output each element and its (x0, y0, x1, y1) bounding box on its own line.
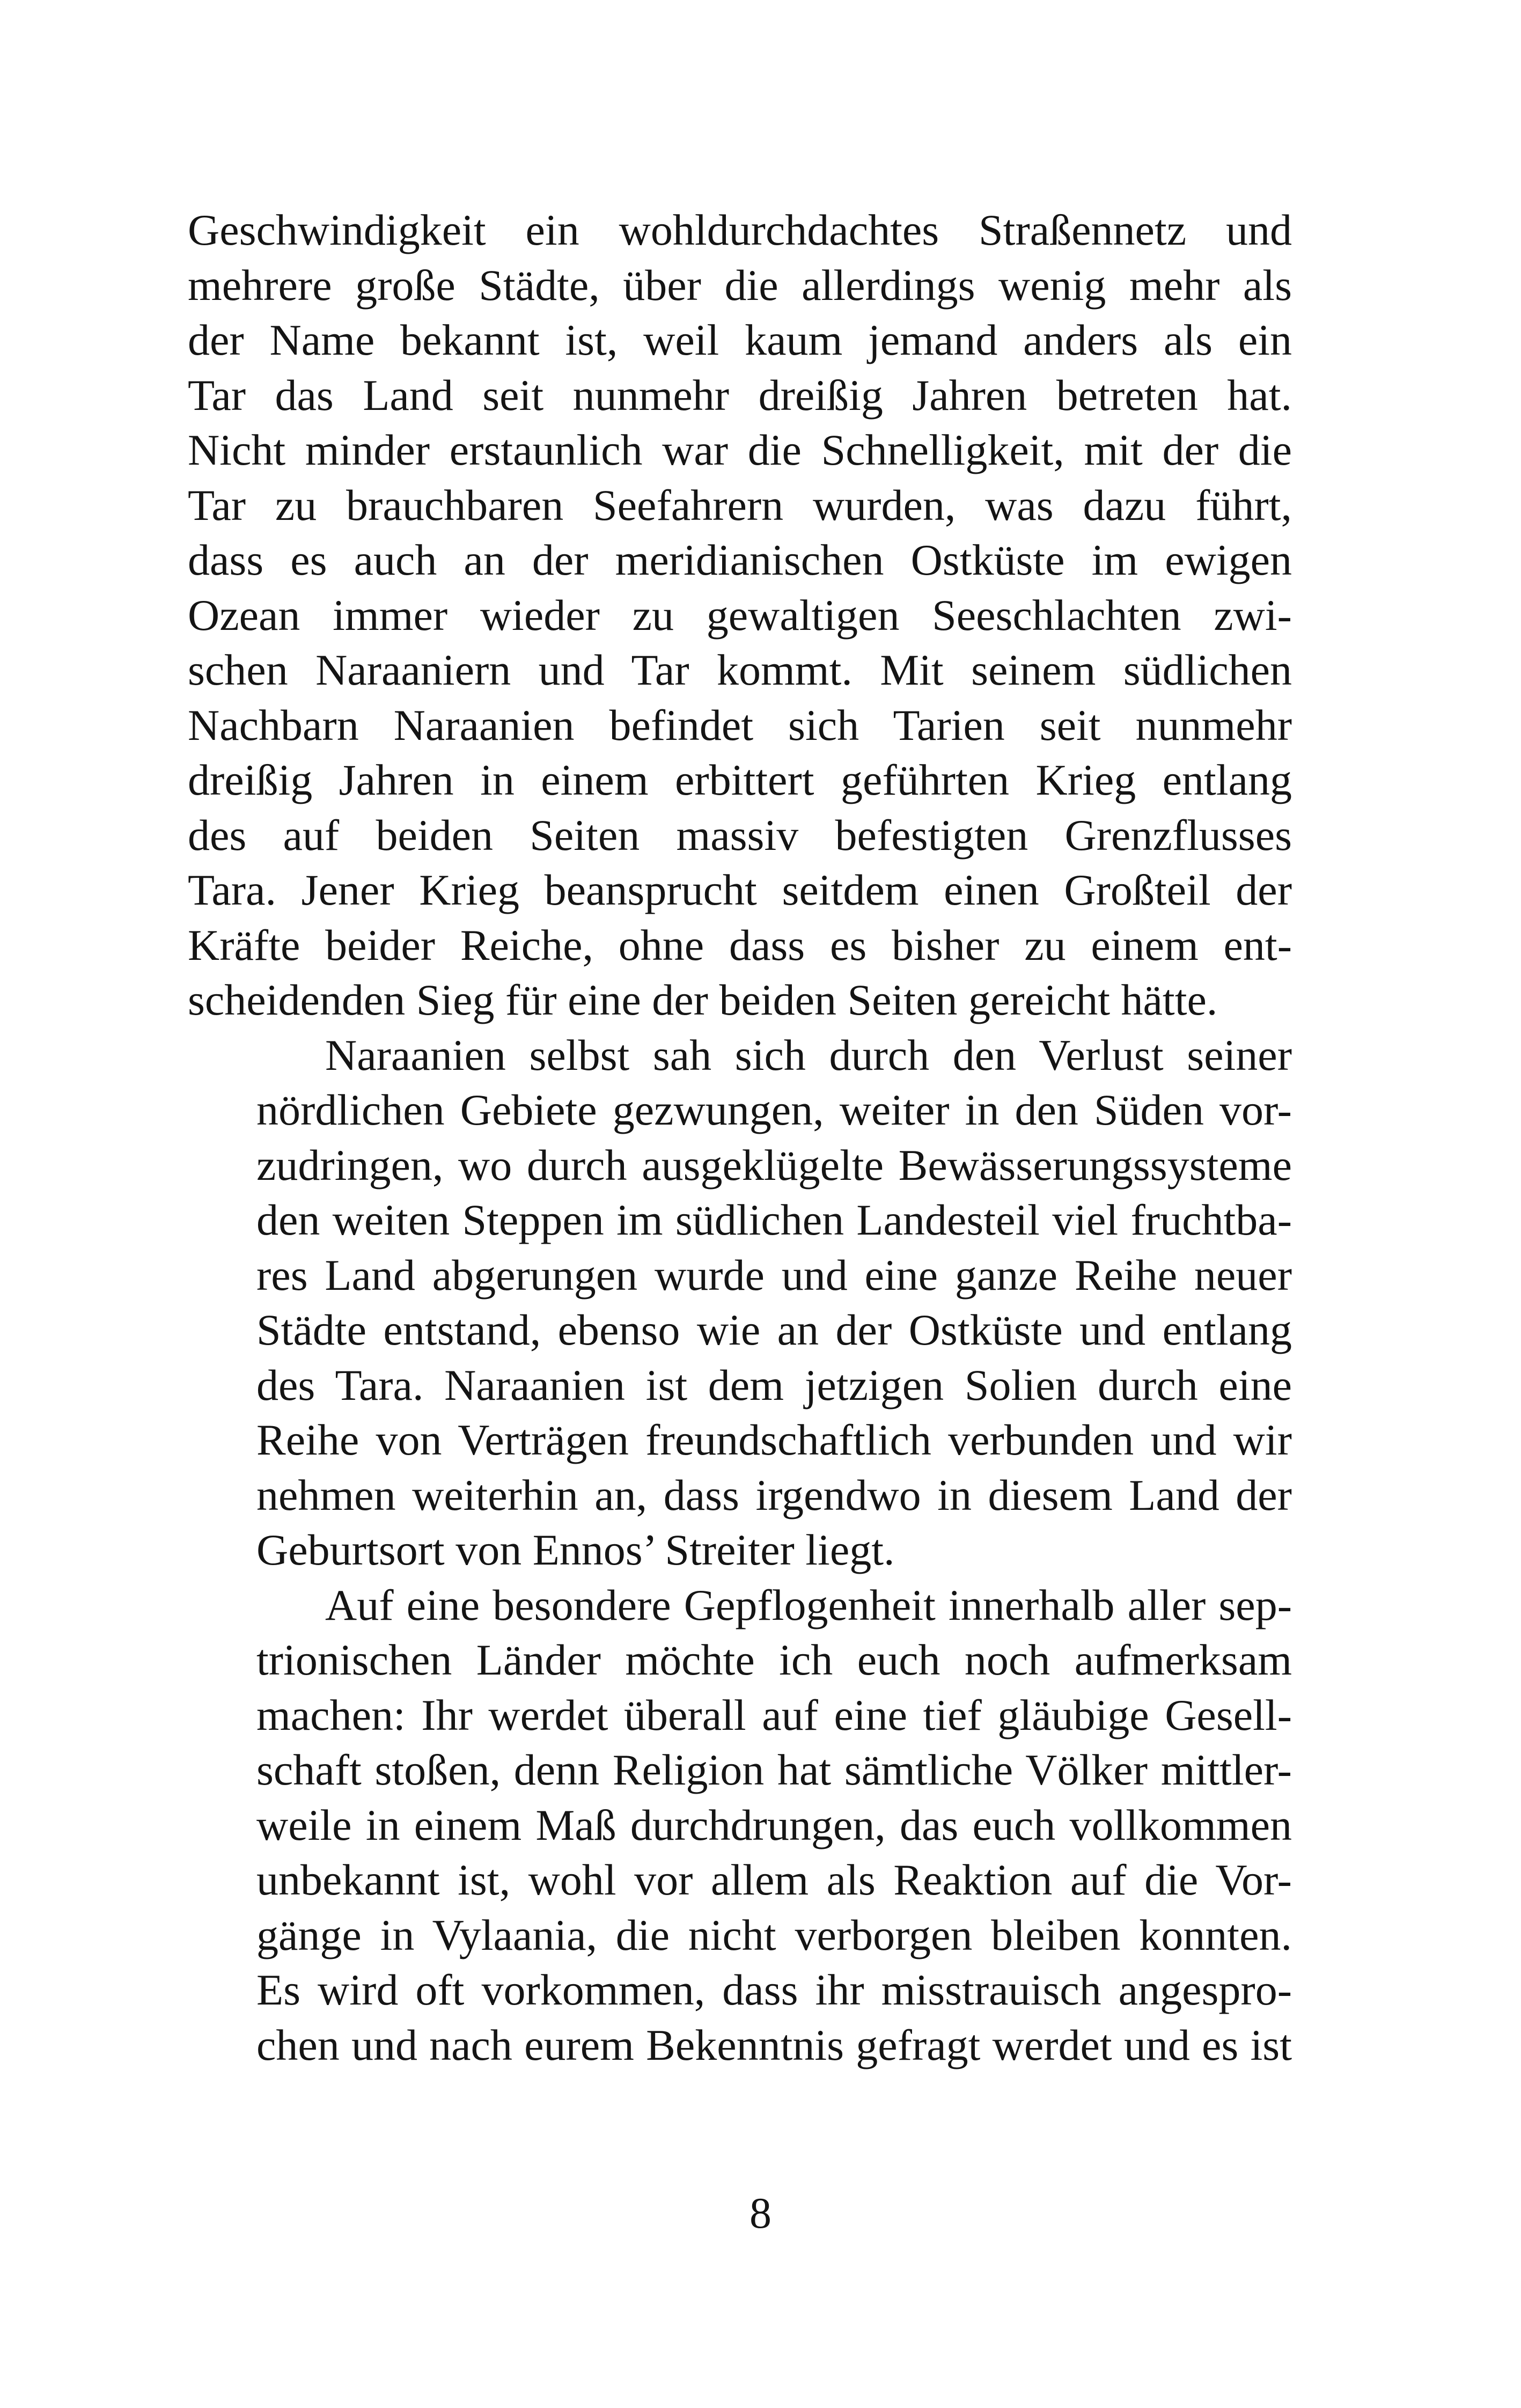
text-line: weile in einem Maß durchdrungen, das euch vollkommen (256, 1800, 1292, 1849)
text-line: unbekannt ist, wohl vor allem als Reaktion auf die Vor- (256, 1855, 1292, 1904)
text-line: Kräfte beider Reiche, ohne dass es bisher zu einem ent- (188, 920, 1292, 970)
text-line: trionischen Länder möchte ich euch noch aufmerksam (256, 1635, 1292, 1684)
text-line: Auf eine besondere Gepflogenheit innerhalb aller sep- (325, 1580, 1292, 1629)
text-line: der Name bekannt ist, weil kaum jemand anders als ein (188, 315, 1292, 364)
body-text (188, 203, 1292, 2073)
text-line: mehrere große Städte, über die allerdings wenig mehr als (188, 260, 1292, 310)
text-line: scheidenden Sieg für eine der beiden Seiten gereicht hätte. (188, 975, 1218, 1024)
text-line: zudringen, wo durch ausgeklügelte Bewässerungssysteme (256, 1140, 1292, 1190)
text-line: dass es auch an der meridianischen Ostküste im ewigen (188, 535, 1292, 584)
text-line: res Land abgerungen wurde und eine ganze Reihe neuer (256, 1250, 1292, 1300)
text-line: schaft stoßen, denn Religion hat sämtliche Völker mittler- (256, 1745, 1292, 1794)
text-line: chen und nach eurem Bekenntnis gefragt werdet und es ist (256, 2020, 1292, 2069)
text-line: Geburtsort von Ennos’ Streiter liegt. (256, 1525, 895, 1574)
text-line: schen Naraaniern und Tar kommt. Mit seinem südlichen (188, 645, 1292, 694)
text-line: Es wird oft vorkommen, dass ihr misstrauisch angespro- (256, 1965, 1292, 2014)
text-line: gänge in Vylaania, die nicht verborgen bleiben konnten. (256, 1910, 1292, 1959)
text-line: machen: Ihr werdet überall auf eine tief gläubige Gesell- (256, 1690, 1292, 1739)
text-line: nehmen weiterhin an, dass irgendwo in diesem Land der (256, 1470, 1292, 1519)
text-line: Städte entstand, ebenso wie an der Ostküste und entlang (256, 1305, 1292, 1354)
text-line: Reihe von Verträgen freundschaftlich verbunden und wir (256, 1415, 1292, 1464)
text-line: dreißig Jahren in einem erbittert geführten Krieg entlang (188, 755, 1292, 804)
paragraph (188, 1578, 1292, 2073)
paragraph (188, 203, 1292, 1028)
text-line: Ozean immer wieder zu gewaltigen Seeschlachten zwi- (188, 590, 1292, 640)
text-line: Geschwindigkeit ein wohldurchdachtes Straßennetz und (188, 205, 1292, 254)
text-line: Naraanien selbst sah sich durch den Verlust seiner (325, 1030, 1292, 1080)
text-line: Nachbarn Naraanien befindet sich Tarien seit nunmehr (188, 700, 1292, 750)
page-number: 8 (750, 2189, 771, 2237)
text-line: Tar das Land seit nunmehr dreißig Jahren betreten hat. (188, 370, 1292, 420)
text-line: den weiten Steppen im südlichen Landesteil viel fruchtba- (256, 1195, 1292, 1244)
text-line: Nicht minder erstaunlich war die Schnelligkeit, mit der die (188, 425, 1292, 474)
text-line: nördlichen Gebiete gezwungen, weiter in den Süden vor- (256, 1085, 1292, 1134)
paragraph (188, 1028, 1292, 1578)
text-line: des auf beiden Seiten massiv befestigten Grenzflusses (188, 810, 1292, 860)
text-line: Tar zu brauchbaren Seefahrern wurden, was dazu führt, (188, 480, 1292, 530)
text-line: des Tara. Naraanien ist dem jetzigen Solien durch eine (256, 1360, 1292, 1409)
text-line: Tara. Jener Krieg beansprucht seitdem einen Großteil der (188, 865, 1292, 914)
